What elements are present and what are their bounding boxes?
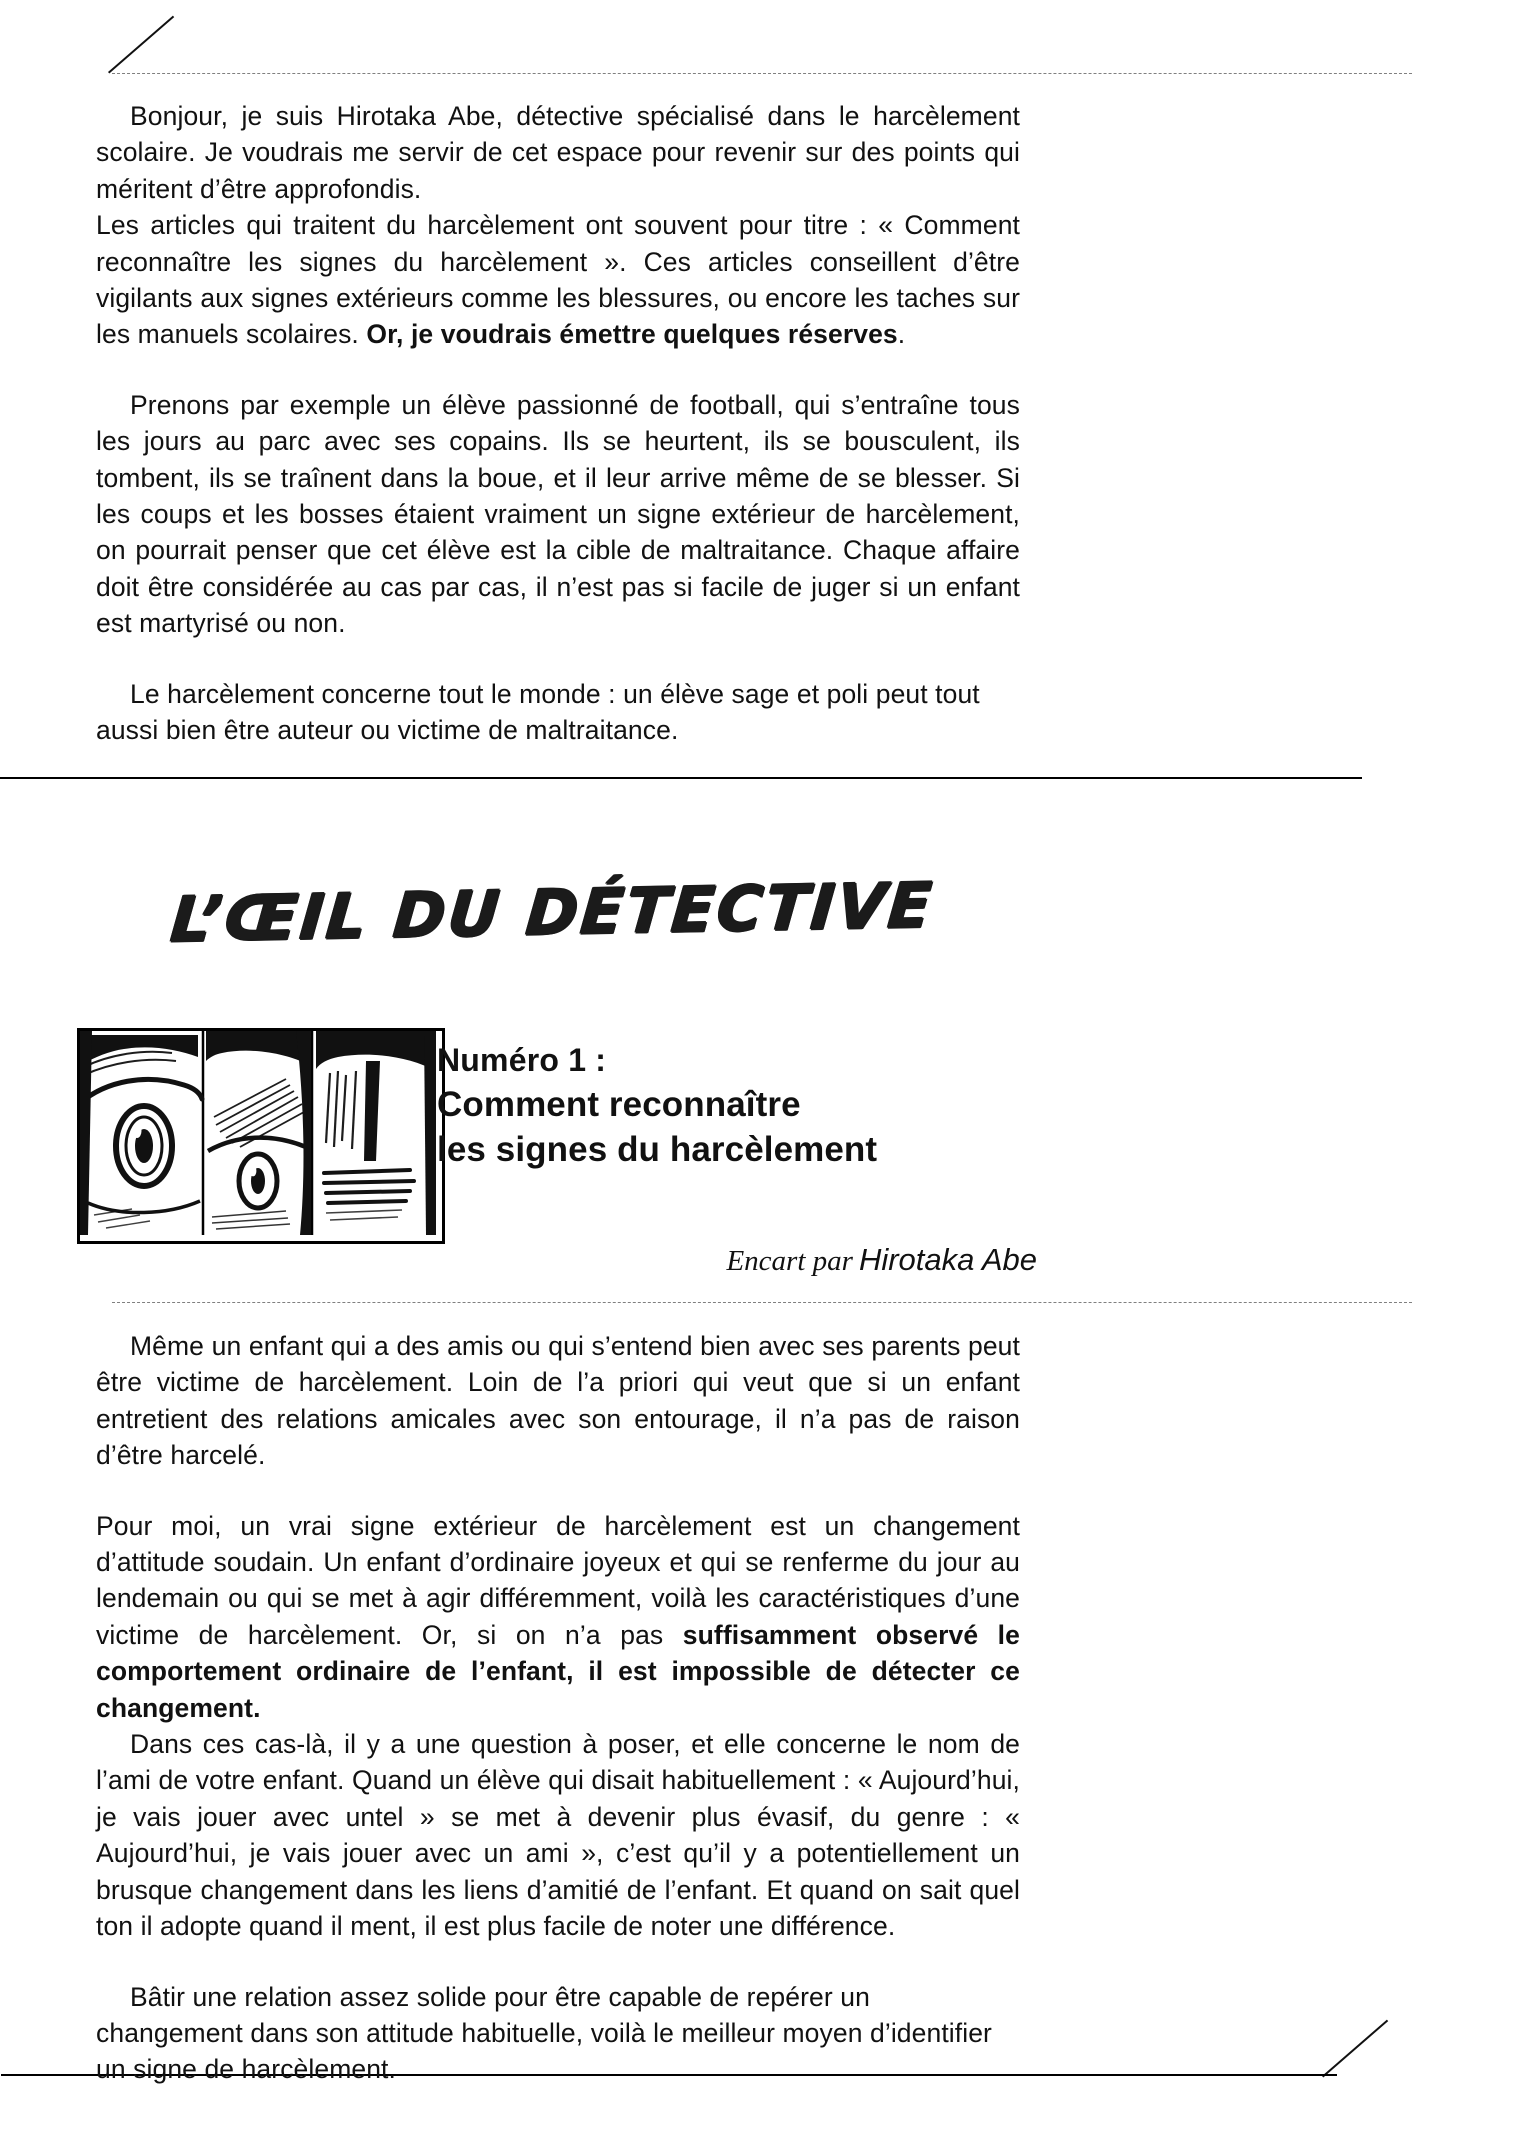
article-headline-group [437,1038,1037,1172]
dotted-rule-middle [112,1302,1412,1303]
section-divider-rule [0,777,1362,779]
paragraph-text: Pour moi, un vrai signe extérieur de harcèlement est un changement d’attitude soudain. Un enfant d’ordinaire joyeux et qui se renferme du jour au lendemain ou qui se met à agir différemment, voilà les caractéristiques d’une victime de harcèlement. Or, si on n’a pas [96,1510,1020,1650]
paragraph [96,1508,1020,1726]
paragraph [96,1979,1020,2088]
paragraph [96,1726,1020,1944]
paragraph-text: Prenons par exemple un élève passionné de football, qui s’entraîne tous les jours au parc avec ses copains. Ils se heurtent, ils se bousculent, ils tombent, ils se traînent dans la boue, et il leur arrive même de se blesser. Si les coups et les bosses étaient vraiment un signe extérieur de harcèlement, on pourrait penser que cet élève est la cible de maltraitance. Chaque affaire doit être considérée au cas par cas, il n’est pas si facile de juger si un enfant est martyrisé ou non. [96,389,1020,639]
headline-line-1: Comment reconnaître [437,1085,801,1124]
emphasis-bold-text: Or, je voudrais émettre quelques réserves [366,319,898,350]
byline-author: Hirotaka Abe [858,1242,1037,1277]
paragraph [96,676,1020,749]
body-text-block [96,1328,1020,2088]
paragraph [96,387,1020,642]
paragraph [96,1328,1020,1474]
headline-kicker: Numéro 1 : [437,1042,607,1078]
manga-eye-illustration [80,1031,436,1235]
corner-cut-top-left-icon [108,16,174,74]
manga-eye-panel [77,1028,445,1244]
paragraph-spacer [96,1474,1020,1508]
paragraph-text: suffisamment observé le comportement ordinaire de l’enfant, il est impossible de détecter ce changement. [96,1619,1020,1723]
intro-text-block [96,98,1020,749]
paragraph-text: Bâtir une relation assez solide pour être capable de repérer un changement dans son attitude habituelle, voilà le meilleur moyen d’identifier un signe de harcèlement. [96,1981,992,2085]
byline-label: Encart par [726,1245,853,1277]
paragraph-text: Dans ces cas-là, il y a une question à poser, et elle concerne le nom de l’ami de votre enfant. Quand un élève qui disait habituellement : « Aujourd’hui, je vais jouer avec untel » se met à devenir plus évasif, du genre : « Aujourd’hui, je vais jouer avec un ami », c’est qu’il y a potentiellement un brusque changement dans les liens d’amitié de l’enfant. Et quand on sait quel ton il adopte quand il ment, il est plus facile de noter une différence. [96,1729,1020,1942]
masthead-title: L’ŒIL DU DÉTECTIVE [168,868,938,957]
paragraph-text: Les articles qui traitent du harcèlement ont souvent pour titre : « Comment reconnaître les signes du harcèlement ». Ces articles conseillent d’être vigilants aux signes extérieurs comme les blessures, ou encore les taches sur les manuels scolaires. [96,210,1020,350]
paragraph-spacer [96,1945,1020,1979]
paragraph-spacer [96,642,1020,676]
corner-cut-bottom-right-icon [1322,2020,1388,2078]
paragraph-spacer [96,353,1020,387]
paragraph-text: Même un enfant qui a des amis ou qui s’entend bien avec ses parents peut être victime de harcèlement. Loin de l’a priori qui veut que si un enfant entretient des relations amicales avec son entourage, il n’a pas de raison d’être harcelé. [96,1331,1020,1471]
paragraph-text: . [897,319,906,350]
paragraph [96,207,1020,353]
byline [437,1242,1037,1278]
dotted-rule-top [112,73,1412,74]
paragraph-text: Bonjour, je suis Hirotaka Abe, détective spécialisé dans le harcèlement scolaire. Je voudrais me servir de cet espace pour revenir sur des points qui méritent d’être approfondis. [96,101,1020,204]
paragraph [96,98,1020,207]
headline-line-2: les signes du harcèlement [437,1130,878,1169]
paragraph-text: Le harcèlement concerne tout le monde : un élève sage et poli peut tout aussi bien être auteur ou victime de maltraitance. [96,678,980,746]
